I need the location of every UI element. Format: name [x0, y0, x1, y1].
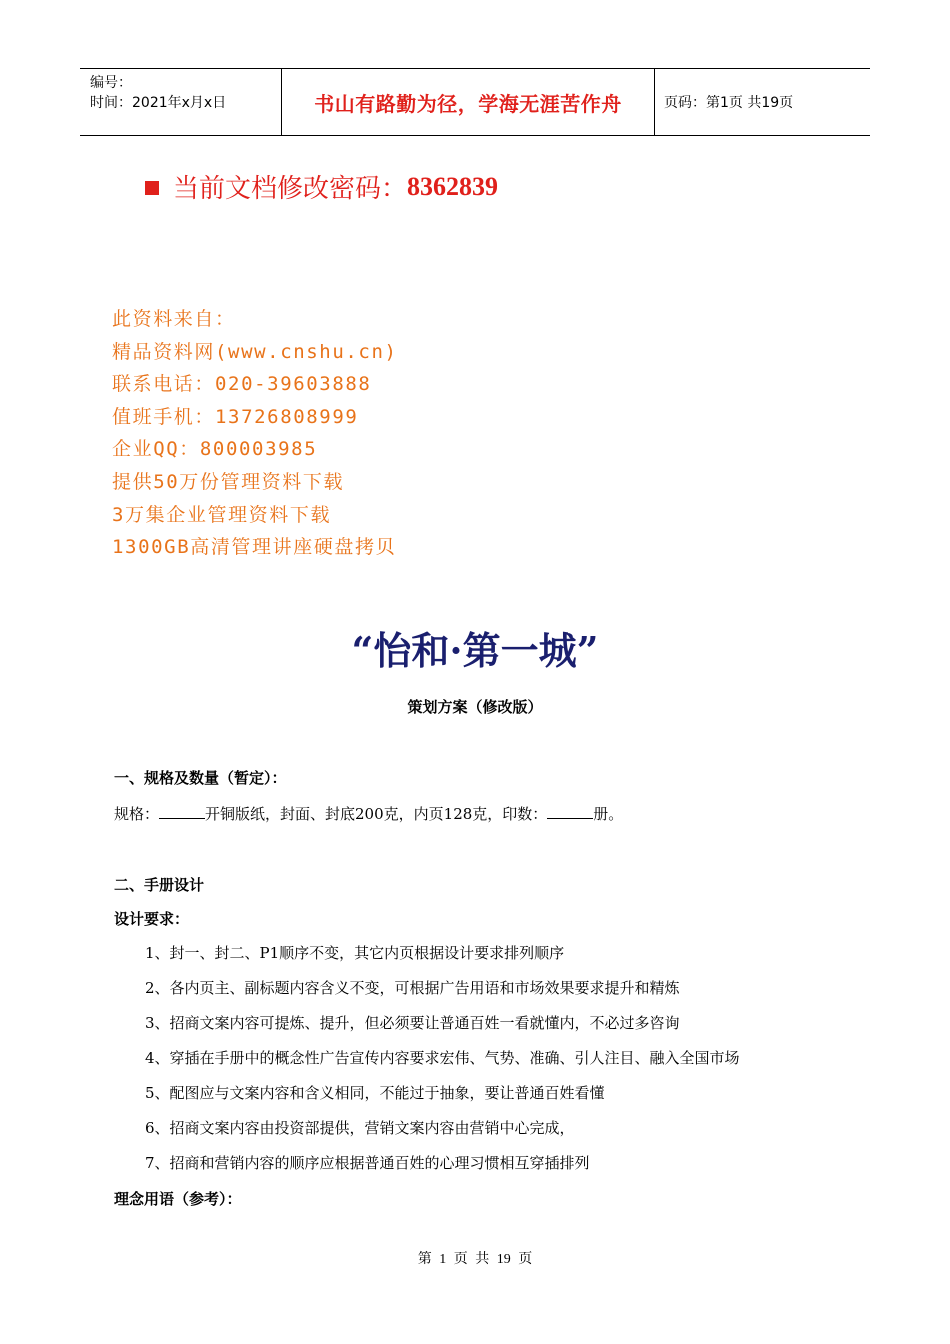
source-line: 提供50万份管理资料下载: [112, 470, 345, 493]
source-line: 1300GB高清管理讲座硬盘拷贝: [112, 536, 397, 559]
password-banner: [145, 168, 498, 205]
requirement-item: 4、穿插在手册中的概念性广告宣传内容要求宏伟、气势、准确、引人注目、融入全国市场: [145, 1049, 740, 1067]
spec-prefix: 规格：: [114, 805, 160, 823]
section-heading: 一、规格及数量（暂定）：: [114, 769, 287, 787]
source-info: [112, 303, 398, 564]
document-header: [80, 68, 870, 136]
requirement-item: 2、各内页主、副标题内容含义不变，可根据广告用语和市场效果要求提升和精炼: [145, 979, 680, 997]
document-title: “怡和·第一城”: [351, 628, 599, 673]
spec-middle: 开铜版纸，封面、封底200克，内页128克，印数：: [205, 805, 548, 823]
requirement-item: 3、招商文案内容可提炼、提升，但必须要让普通百姓一看就懂内，不必过多咨询: [145, 1014, 680, 1032]
password-value: 8362839: [407, 171, 499, 201]
source-mobile: 值班手机：13726808999: [112, 405, 359, 428]
source-website[interactable]: 精品资料网(www.cnshu.cn): [112, 340, 398, 363]
document-number: 编号：: [90, 75, 132, 91]
blank-underline: [159, 807, 205, 819]
header-page-info: 页码：第1页 共19页: [664, 95, 794, 111]
source-line: 此资料来自：: [112, 308, 236, 330]
spec-suffix: 册。: [593, 805, 624, 823]
requirement-item: 5、配图应与文案内容和含义相同，不能过于抽象，要让普通百姓看懂: [145, 1084, 605, 1102]
document-date: 时间：2021年x月x日: [90, 95, 227, 111]
section-heading: 二、手册设计: [114, 876, 205, 894]
requirement-item: 1、封一、封二、P1顺序不变，其它内页根据设计要求排列顺序: [145, 944, 565, 962]
password-label: 当前文档修改密码：: [173, 174, 408, 204]
source-line: 3万集企业管理资料下载: [112, 503, 332, 526]
source-phone: 联系电话：020-39603888: [112, 373, 372, 396]
concept-heading: 理念用语（参考）：: [114, 1190, 242, 1208]
requirement-item: 7、招商和营销内容的顺序应根据普通百姓的心理习惯相互穿插排列: [145, 1154, 590, 1172]
blank-underline: [547, 807, 593, 819]
header-motto-cell: [282, 69, 655, 135]
requirement-item: 6、招商文案内容由投资部提供，营销文案内容由营销中心完成，: [145, 1119, 575, 1137]
document-subtitle: 策划方案（修改版）: [407, 698, 543, 716]
source-qq: 企业QQ：800003985: [112, 438, 318, 461]
page-footer: 第 1 页 共 19 页: [417, 1252, 533, 1267]
requirements-heading: 设计要求：: [114, 910, 190, 928]
spec-line: [114, 803, 623, 824]
square-bullet-icon: [145, 181, 159, 195]
header-motto: 书山有路勤为径，学海无涯苦作舟: [314, 91, 622, 116]
header-meta: [80, 69, 282, 135]
